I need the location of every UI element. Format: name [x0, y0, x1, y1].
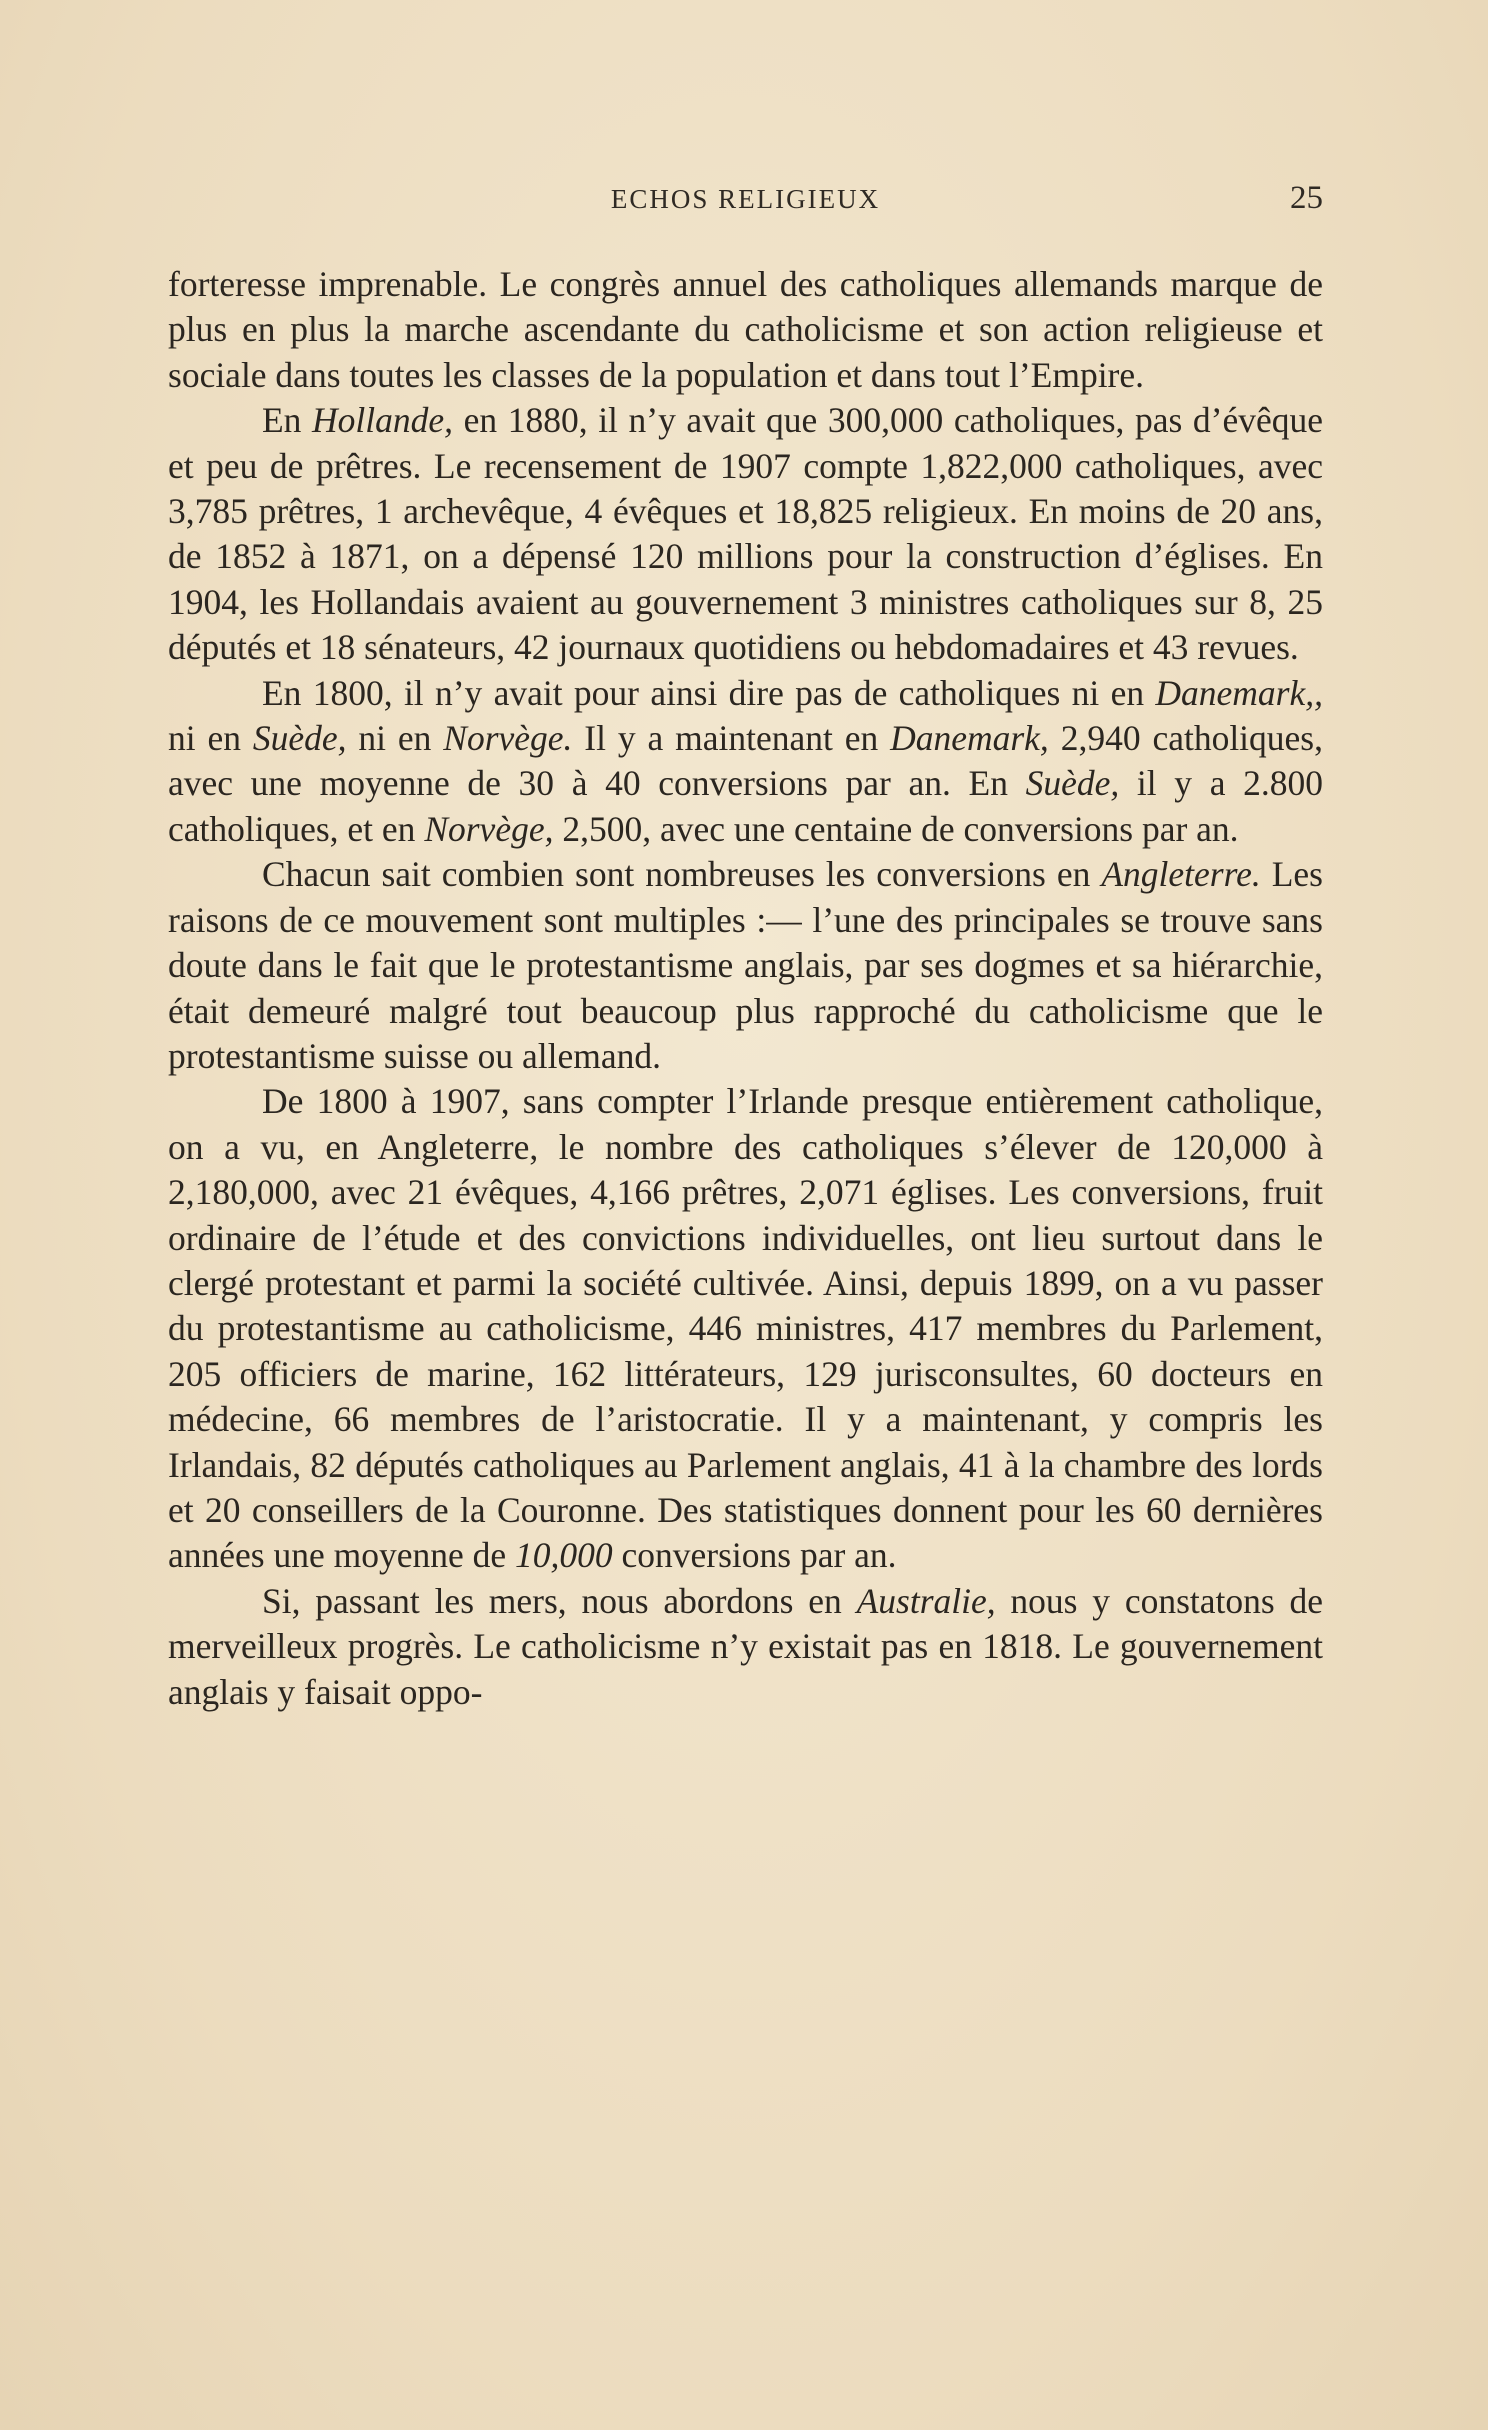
italic-text: Norvège,	[424, 808, 554, 849]
italic-text: Angleterre.	[1101, 854, 1261, 895]
italic-text: Danemark,	[890, 718, 1049, 759]
text-run: en 1880, il n’y avait que 300,000 catholiques, pas d’évêque et peu de prêtres. Le recensement de 1907 compte 1,822,000 catholiques, avec 3,785 prêtres, 1 archevêque, 4 évêques et 18,825 religieux. En moins de 20 ans, de 1852 à 1871, on a dépensé 120 millions pour la construction d’églises. En 1904, les Hollandais avaient au gouvernement 3 ministres catholiques sur 8, 25 députés et 18 sénateurs, 42 journaux quotidiens ou hebdomadaires et 43 revues.	[168, 400, 1323, 668]
italic-text: Danemark,,	[1155, 672, 1323, 713]
italic-text: Norvège.	[443, 718, 573, 759]
italic-text: Hollande,	[312, 400, 454, 441]
italic-text: Suède,	[1025, 763, 1120, 804]
page-number: 25	[1290, 180, 1323, 216]
text-run: il y a 2.800 catholiques, et en	[168, 763, 1324, 849]
text-run: ni en	[346, 718, 444, 759]
running-title: ECHOS RELIGIEUX	[610, 184, 881, 214]
text-run: En 1800, il n’y avait pour ainsi dire pas de catholiques ni en	[262, 672, 1156, 713]
paragraph	[168, 1079, 1323, 1578]
text-run: De 1800 à 1907, sans compter l’Irlande presque entièrement catholique, on a vu, en Angleterre, le nombre des catholiques s’élever de 120,000 à 2,180,000, avec 21 évêques, 4,166 prêtres, 2,071 églises. Les conversions, fruit ordinaire de l’étude et des convictions individuelles, ont lieu surtout dans le clergé protestant et parmi la société cultivée. Ainsi, depuis 1899, on a vu passer du protestantisme au catholicisme, 446 ministres, 417 membres du Parlement, 205 officiers de marine, 162 littérateurs, 129 jurisconsultes, 60 docteurs en médecine, 66 membres de l’aristocratie. Il y a maintenant, y compris les Irlandais, 82 députés catholiques au Parlement anglais, 41 à la chambre des lords et 20 conseillers de la Couronne. Des statistiques donnent pour les 60 dernières années une moyenne de	[168, 1081, 1323, 1576]
italic-text: Australie,	[856, 1580, 996, 1621]
text-run: Les raisons de ce mouvement sont multiples :— l’une des principales se trouve sans doute dans le fait que le protestantisme anglais, par ses dogmes et sa hiérarchie, était demeuré malgré tout beaucoup plus rapproché du catholicisme que le protestantisme suisse ou allemand.	[168, 854, 1323, 1076]
paragraph	[168, 398, 1323, 670]
text-run: Chacun sait combien sont nombreuses les conversions en	[262, 854, 1102, 895]
body-text	[168, 262, 1323, 1715]
italic-text: Suède,	[252, 718, 347, 759]
text-run: nous y constatons de merveilleux progrès. Le catholicisme n’y existait pas en 1818. Le gouvernement anglais y faisait oppo-	[168, 1580, 1323, 1712]
italic-text: 10,000	[514, 1535, 613, 1576]
text-run: En	[262, 400, 313, 441]
paragraph	[168, 262, 1323, 398]
paragraph	[168, 671, 1323, 853]
text-run: 2,500, avec une centaine de conversions par an.	[553, 808, 1239, 849]
text-run: 2,940 catholiques, avec une moyenne de 30 à 40 conversions par an. En	[168, 718, 1323, 804]
paragraph	[168, 1579, 1323, 1715]
text-run: Il y a maintenant en	[572, 718, 891, 759]
paragraph	[168, 852, 1323, 1079]
text-run: ni en	[168, 718, 253, 759]
text-run: forteresse imprenable. Le congrès annuel des catholiques allemands marque de plus en plus la marche ascendante du catholicisme et son action religieuse et sociale dans toutes les classes de la population et dans tout l’Empire.	[168, 264, 1323, 395]
text-run: conversions par an.	[612, 1535, 897, 1576]
running-head	[168, 180, 1323, 224]
text-run: Si, passant les mers, nous abordons en	[262, 1580, 857, 1621]
